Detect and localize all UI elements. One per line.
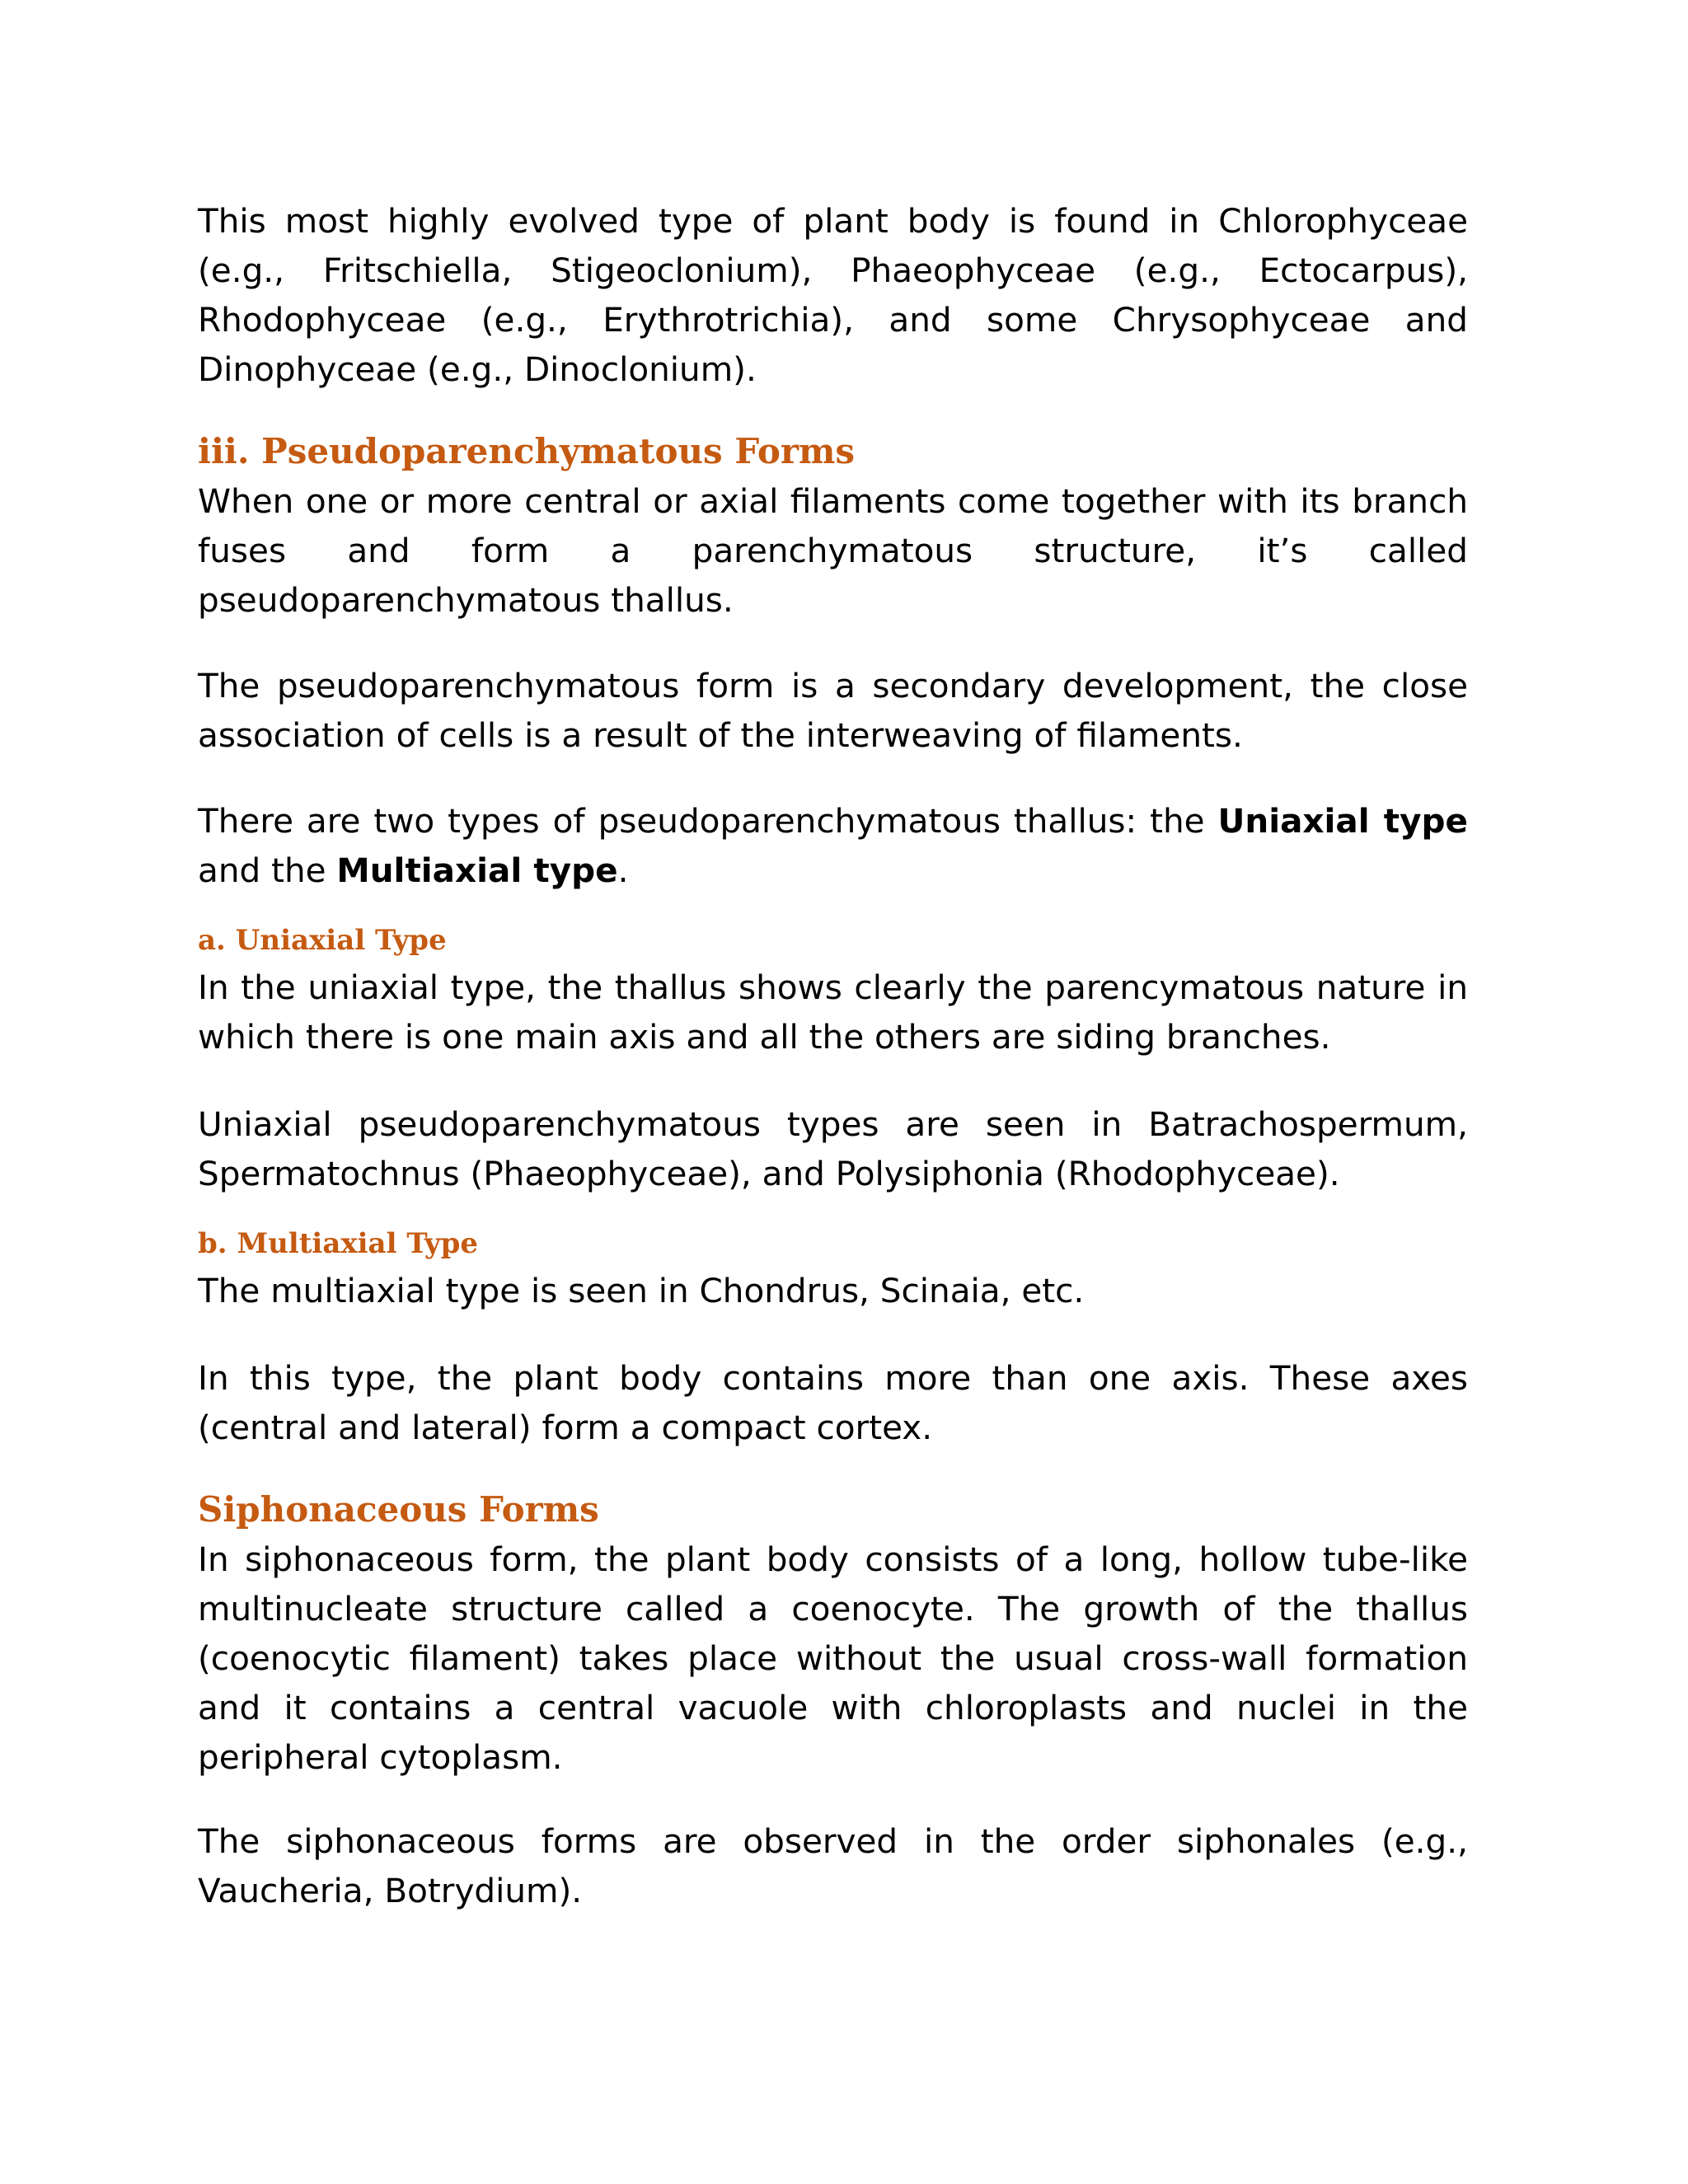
siphonaceous-paragraph-1: In siphonaceous form, the plant body consists of a long, hollow tube-like multinucleate structure called a coenocyte. The growth of the thallus (coenocytic filament) takes place without the usual cross-wall formation and it contains a central vacuole with chloroplasts and nuclei in the peripheral cytoplasm.: [198, 1540, 1468, 1777]
multiaxial-type-heading: b. Multiaxial Type: [198, 1227, 479, 1260]
types-prefix: There are two types of pseudoparenchymatous thallus: the: [198, 801, 1218, 841]
types-suffix: .: [617, 851, 629, 890]
document-page: [198, 196, 1468, 1915]
uniaxial-type-bold: Uniaxial type: [1217, 801, 1469, 841]
siphonaceous-paragraph-2: The siphonaceous forms are observed in the order siphonales (e.g., Vaucheria, Botrydium).: [198, 1821, 1468, 1910]
multiaxial-paragraph-1: The multiaxial type is seen in Chondrus, Scinaia, etc.: [198, 1271, 1085, 1310]
types-middle: and the: [198, 851, 337, 890]
pseudo-paragraph-2: The pseudoparenchymatous form is a secondary development, the close association of cells is a result of the interweaving of filaments.: [198, 666, 1468, 755]
intro-paragraph: This most highly evolved type of plant body is found in Chlorophyceae (e.g., Fritschiella, Stigeoclonium), Phaeophyceae (e.g., Ectocarpus), Rhodophyceae (e.g., Erythrotrichia), and some Chrysophyceae and Dinophyceae (e.g., Dinoclonium).: [198, 201, 1468, 389]
multiaxial-type-bold: Multiaxial type: [336, 851, 618, 890]
pseudoparenchymatous-heading: iii. Pseudoparenchymatous Forms: [198, 431, 856, 471]
pseudo-types-paragraph: [198, 796, 1468, 895]
uniaxial-paragraph-1: In the uniaxial type, the thallus shows clearly the parencymatous nature in which there is one main axis and all the others are siding branches.: [198, 968, 1468, 1057]
siphonaceous-heading: Siphonaceous Forms: [198, 1489, 599, 1530]
uniaxial-type-heading: a. Uniaxial Type: [198, 924, 447, 957]
pseudo-paragraph-1: When one or more central or axial filaments come together with its branch fuses and form a parenchymatous structure, it’s called pseudoparenchymatous thallus.: [198, 481, 1468, 620]
multiaxial-paragraph-2: In this type, the plant body contains more than one axis. These axes (central and lateral) form a compact cortex.: [198, 1358, 1468, 1447]
uniaxial-paragraph-2: Uniaxial pseudoparenchymatous types are seen in Batrachospermum, Spermatochnus (Phaeophyceae), and Polysiphonia (Rhodophyceae).: [198, 1104, 1468, 1193]
